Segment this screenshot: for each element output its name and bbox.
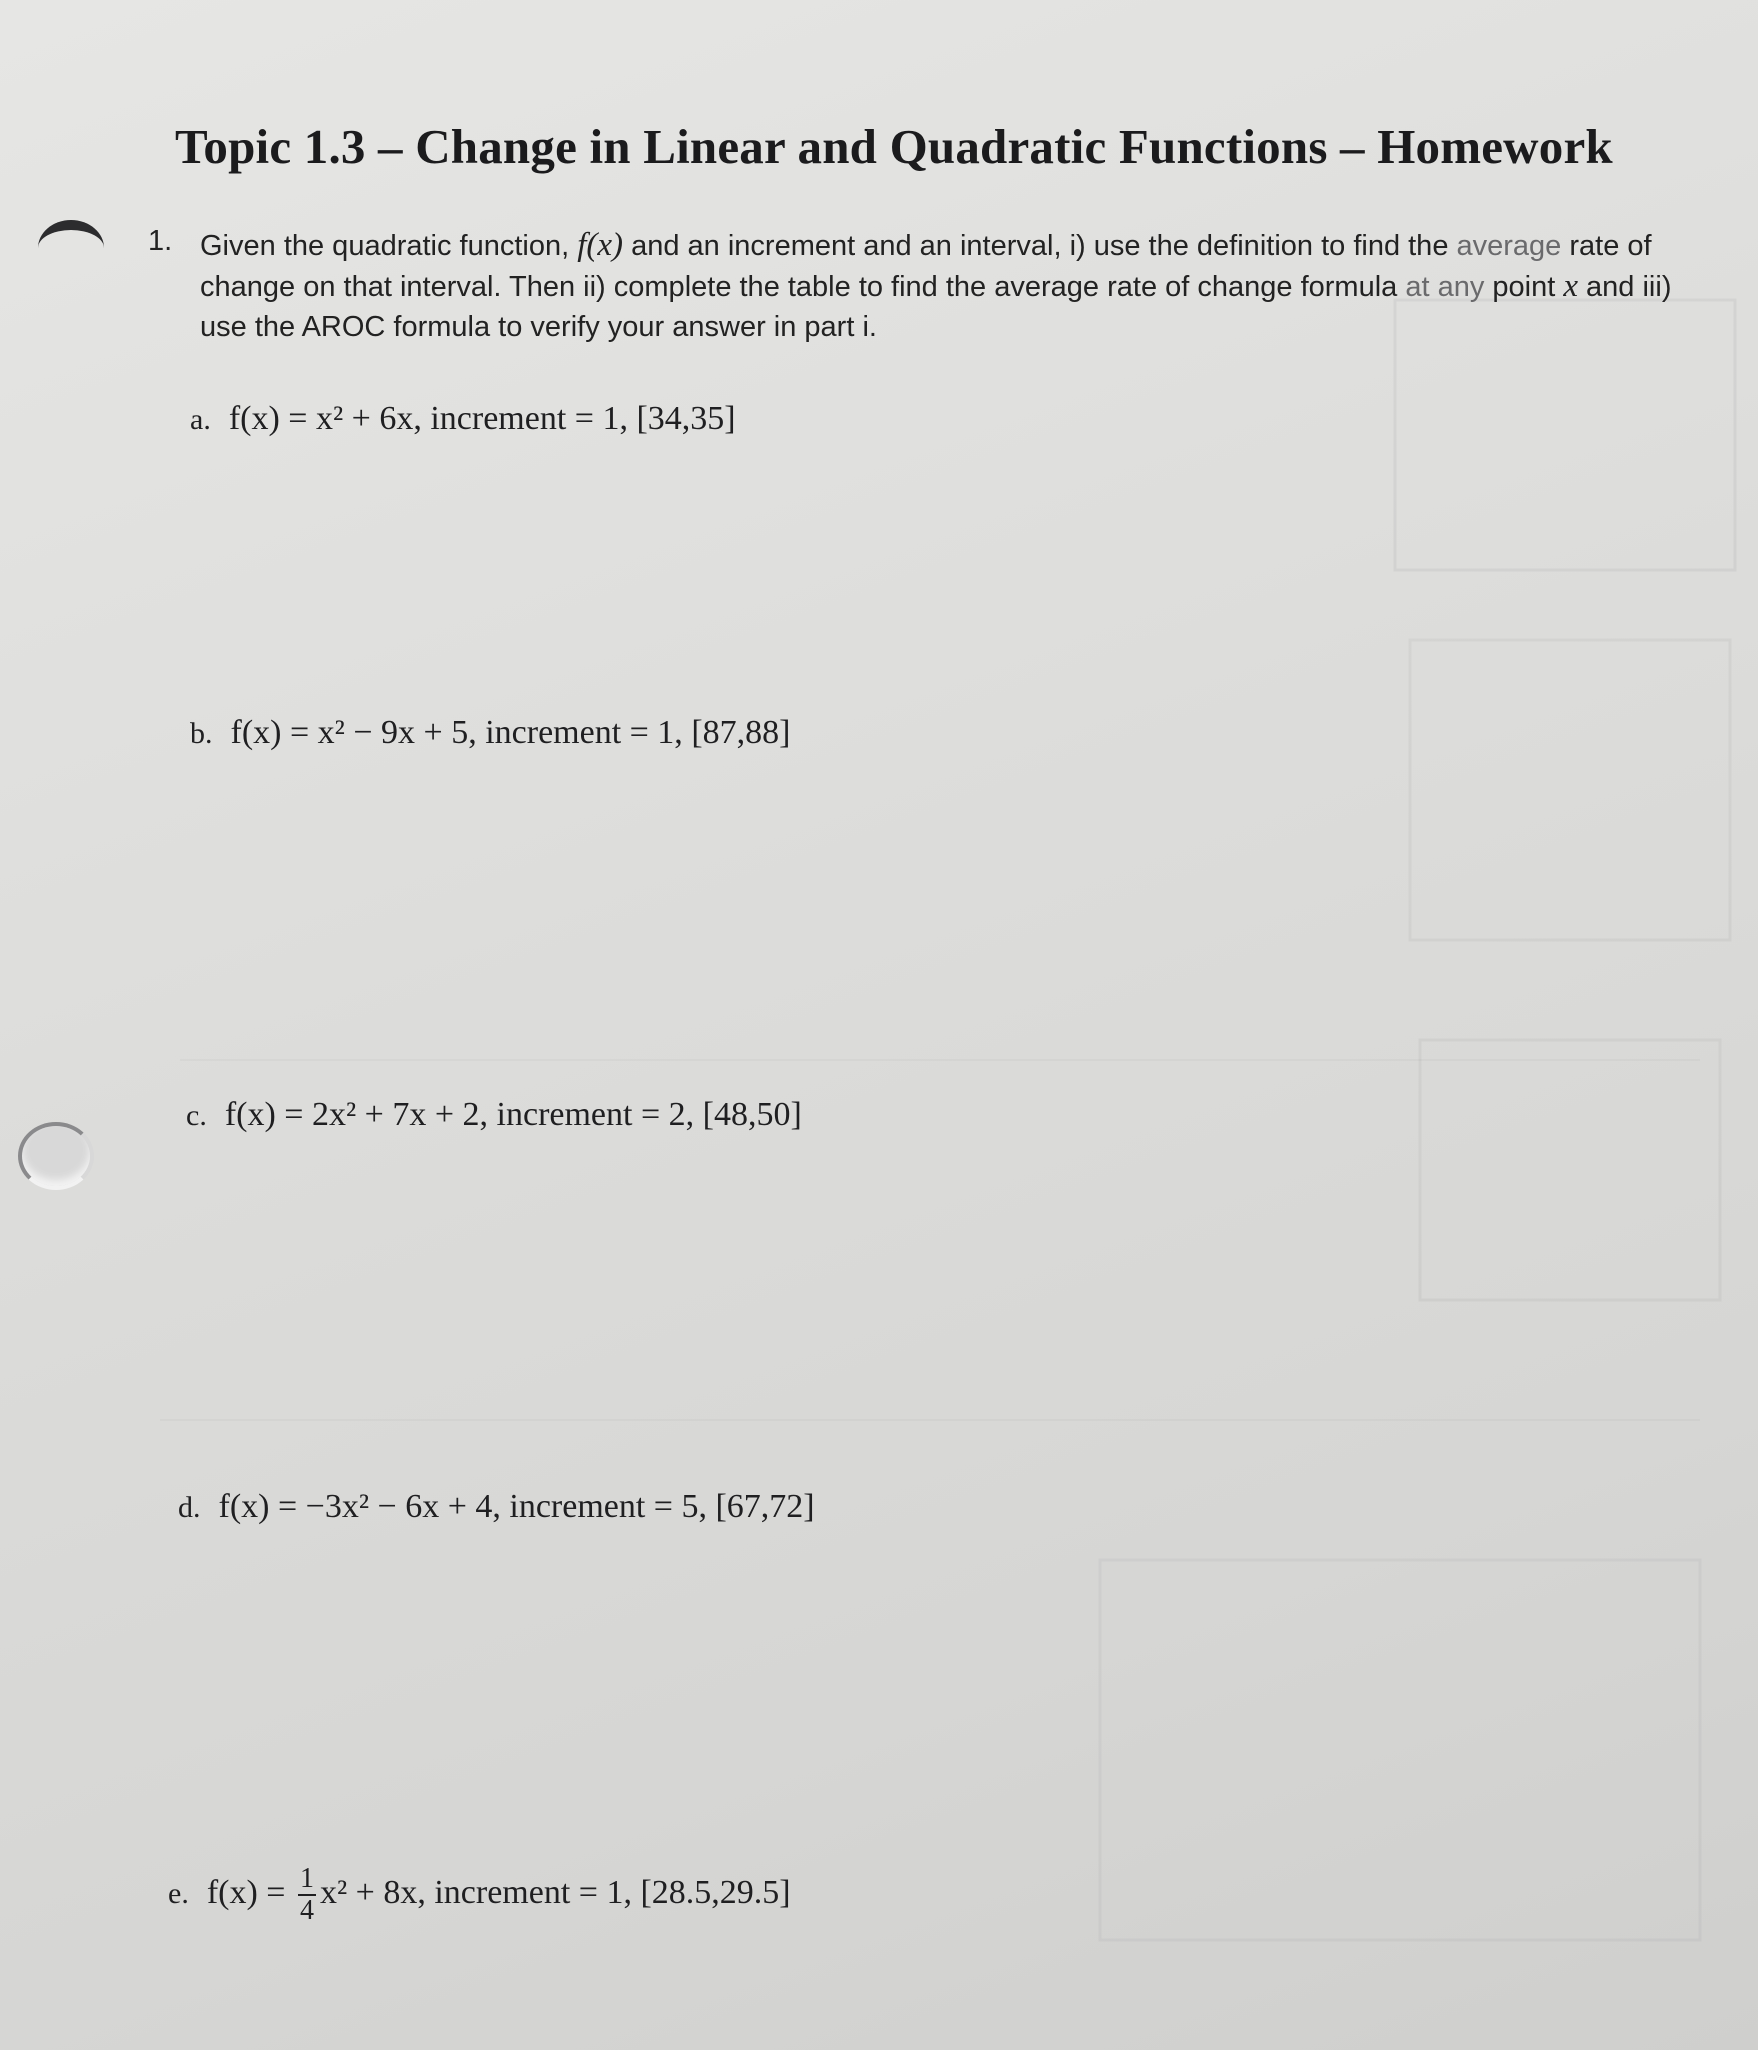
part-interval: [67,72] [715,1488,815,1525]
part-increment: , increment = 5, [492,1488,716,1525]
part-d [178,1488,815,1526]
question-text-2: and an increment and an interval, i) use the definition to find the [623,230,1457,262]
part-letter: d. [178,1491,201,1524]
part-interval: [87,88] [691,714,791,751]
part-lhs: f(x) = [230,714,318,751]
question-text [200,225,1705,347]
part-interval: [28.5,29.5] [640,1873,791,1911]
part-lhs: f(x) = [206,1873,294,1911]
part-rhs: 2x² + 7x + 2 [311,1096,480,1133]
part-lhs: f(x) = [218,1488,306,1525]
part-a [190,400,736,438]
question-number: 1. [148,225,173,257]
punch-hole-top [38,220,104,276]
part-letter: b. [190,717,213,750]
part-interval: [48,50] [702,1096,802,1133]
part-rhs: x² + 8x [319,1873,418,1911]
question-function: f(x) [577,227,624,263]
fraction-numerator: 1 [299,1863,314,1894]
part-letter: c. [186,1099,207,1132]
part-increment: , increment = 1, [413,400,637,437]
question-text-5: and iii) use the AROC formula to verify your answer in part i. [200,271,1672,343]
part-letter: e. [168,1876,189,1910]
part-increment: , increment = 1, [468,714,692,751]
part-lhs: f(x) = [228,400,316,437]
question-text-1: Given the quadratic function, [200,230,578,262]
question-text-4: point [1484,271,1564,303]
question-text-faded-2: at any [1405,271,1485,303]
fraction-denominator: 4 [299,1895,314,1926]
part-lhs: f(x) = [224,1096,312,1133]
fraction [298,1864,316,1926]
part-rhs: x² + 6x [315,400,414,437]
part-rhs: −3x² − 6x + 4 [305,1488,493,1525]
part-increment: , increment = 2, [479,1096,703,1133]
part-rhs: x² − 9x + 5 [317,714,469,751]
part-c [186,1096,802,1134]
punch-hole-middle [18,1122,94,1190]
part-increment: , increment = 1, [417,1873,641,1911]
part-e [168,1864,791,1926]
part-b [190,714,790,752]
part-interval: [34,35] [636,400,736,437]
question-x-variable: x [1563,268,1578,304]
question-text-3: rate of change on that interval. Then ii) complete the table to find the average rate of change formula [200,230,1652,303]
part-letter: a. [190,403,211,436]
page-title: Topic 1.3 – Change in Linear and Quadratic Functions – Homework [175,119,1613,174]
question-text-faded-1: average [1456,230,1562,262]
